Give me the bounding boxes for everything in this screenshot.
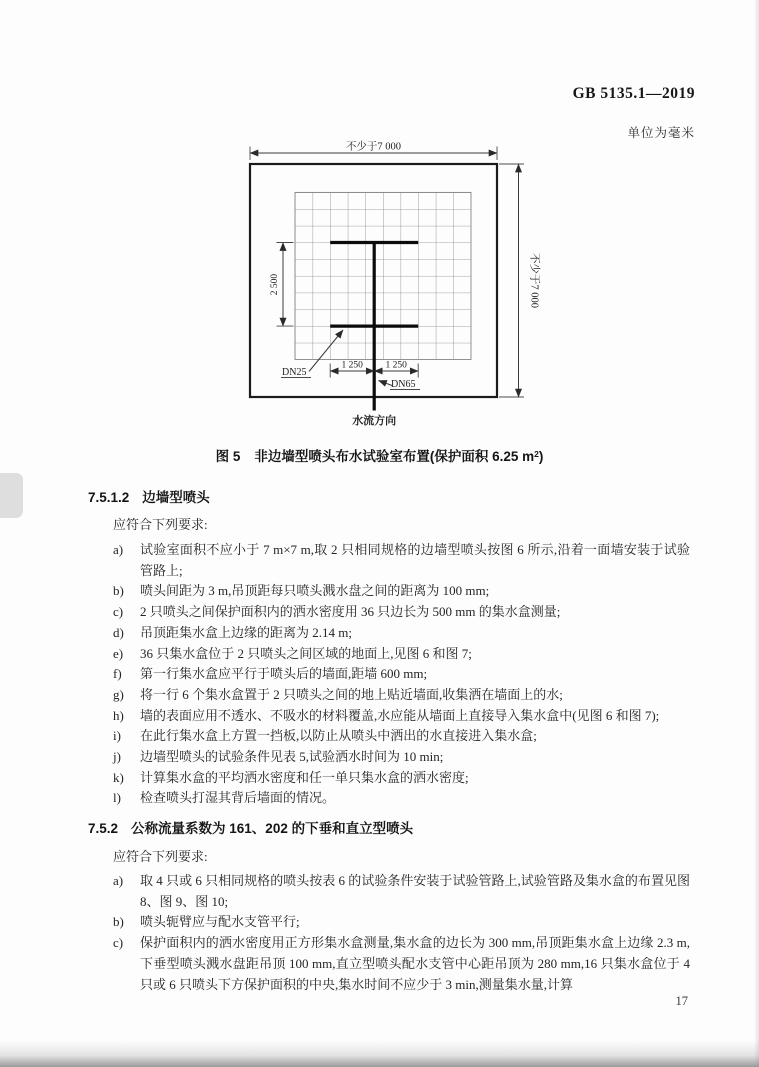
item-text: 36 只集水盒位于 2 只喷头之间区域的地面上,见图 6 和图 7; [140,645,472,661]
item-marker: b) [113,914,124,930]
scan-edge-shade-bottom [0,1041,759,1067]
flow-direction-label: 水流方向 [352,415,397,427]
dim-left-label: 2 500 [270,273,280,296]
item-text: 试验室面积不应小于 7 m×7 m,取 2 只相同规格的边墙型喷头按图 6 所示,沿着一面墙安装于试验管路上; [140,542,690,578]
item-text: 取 4 只或 6 只相同规格的喷头按表 6 的试验条件安装于试验管路上,试验管路及集水盒的布置见图 8、图 9、图 10; [140,873,690,909]
list-item [113,871,690,912]
list-item [113,706,690,727]
section-title: 边墙型喷头 [142,490,210,505]
requirement-list-752 [113,871,690,995]
collection-box-grid [295,192,471,359]
dim-bottom-right-label: 1 250 [385,360,407,371]
item-text: 第一行集水盒应平行于喷头后的墙面,距墙 600 mm; [140,666,428,682]
item-marker: i) [113,728,121,744]
figure-caption-title: 非边墙型喷头布水试验室布置(保护面积 6.25 m [254,449,535,464]
item-text: 将一行 6 个集水盒置于 2 只喷头之间的地上贴近墙面,收集洒在墙面上的水; [140,686,563,702]
item-marker: a) [113,873,124,888]
dim-top-label: 不少于7 000 [345,141,402,153]
intro-paragraph: 应符合下列要求: [113,517,208,532]
figure-caption-number: 图 5 [215,449,241,464]
top-dimension [250,140,497,161]
dn65-callout [379,379,421,390]
section-title: 公称流量系数为 161、202 的下垂和直立型喷头 [131,821,414,836]
list-item [113,685,690,706]
figure-caption [0,445,759,465]
item-marker: f) [113,666,122,682]
section-heading-7512 [88,486,210,506]
intro-paragraph: 应符合下列要求: [113,849,208,864]
unit-note: 单位为毫米 [627,126,695,140]
item-text: 2 只喷头之间保护面积内的洒水密度用 36 只边长为 500 mm 的集水盒测量; [140,604,561,620]
figure-caption-suffix: ) [538,449,544,464]
item-marker: c) [113,935,124,951]
list-item [113,581,690,602]
dim-bottom-left-label: 1 250 [341,360,363,371]
left-dimension [270,243,294,327]
item-marker: a) [113,542,124,557]
item-marker: g) [113,686,124,702]
standard-code: GB 5135.1—2019 [572,85,695,102]
item-text: 计算集水盒的平均洒水密度和任一单只集水盒的洒水密度; [140,769,469,785]
item-marker: k) [113,769,124,785]
dn65-label: DN65 [391,379,416,390]
item-text: 喷头间距为 3 m,吊顶距每只喷头溅水盘之间的距离为 100 mm; [140,583,490,599]
section-number: 7.5.1.2 [88,490,130,505]
item-text: 检查喷头打湿其背后墙面的情况。 [140,790,336,806]
list-item [113,623,690,644]
figure-caption-superscript: 2 [534,448,539,459]
list-item [113,768,690,789]
scan-edge-shade-right [754,0,759,1067]
item-marker: e) [113,645,124,661]
list-item [113,912,690,933]
item-text: 保护面积内的洒水密度用正方形集水盒测量,集水盒的边长为 300 mm,吊顶距集水盒上边缘 2.3 m,下垂型喷头溅水盘距吊顶 100 mm,直立型喷头配水支管中心距吊顶为 280 mm,16 只集水盒位于 4 只或 6 只喷头下方保护面积的中央,集水时间不应少于 3 min,测量集水量,计算 [140,935,690,992]
list-item [113,540,690,581]
section-heading-752 [88,817,413,837]
list-item [113,726,690,747]
list-item [113,602,690,623]
item-text: 在此行集水盒上方置一挡板,以防止从喷头中洒出的水直接进入集水盒; [140,728,537,744]
right-dimension [499,164,542,397]
item-marker: d) [113,624,124,640]
item-marker: h) [113,707,124,723]
item-marker: l) [113,790,121,806]
item-text: 吊顶距集水盒上边缘的距离为 2.14 m; [140,624,352,640]
list-item [113,788,690,809]
dn25-label: DN25 [282,367,307,378]
requirement-list-7512 [113,540,690,809]
list-item [113,664,690,685]
list-item [113,644,690,665]
item-text: 喷头轭臂应与配水支管平行; [140,914,300,930]
dim-right-label: 不少于7 000 [528,252,540,309]
sprinkler-test-room-diagram [228,136,550,436]
list-item [113,747,690,768]
item-marker: c) [113,604,124,620]
item-text: 墙的表面应用不透水、不吸水的材料覆盖,水应能从墙面上直接导入集水盒中(见图 6 和图 7); [140,707,660,723]
item-text: 边墙型喷头的试验条件见表 5,试验洒水时间为 10 min; [140,749,444,765]
item-marker: b) [113,583,124,599]
scan-binding-tab [0,473,23,518]
item-marker: j) [113,749,121,765]
section-number: 7.5.2 [88,821,119,836]
page-number: 17 [675,994,688,1008]
list-item [113,933,690,995]
